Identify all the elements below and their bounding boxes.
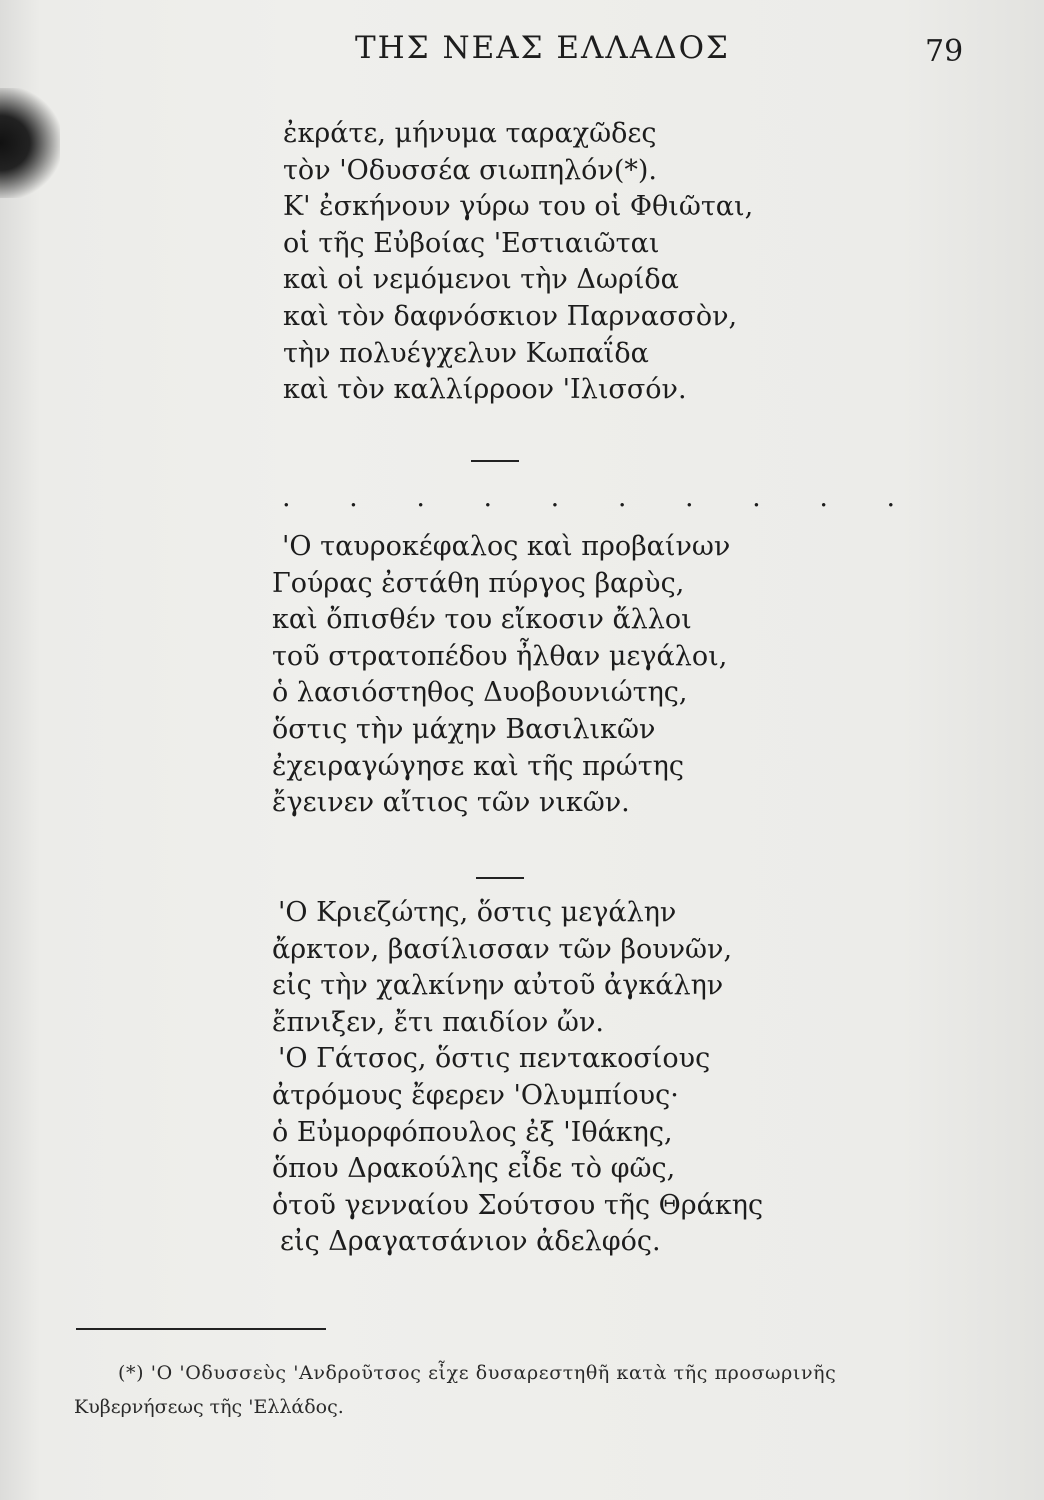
verse-line: 'Ο ταυροκέφαλος καὶ προβαίνων xyxy=(282,531,731,562)
verse-line: ὁ Εὐμορφόπουλος ἐξ 'Ιθάκης, xyxy=(272,1116,673,1148)
ellipsis-dots: . . . . . . . . . . xyxy=(282,482,921,513)
stanza-1 xyxy=(283,116,753,409)
footnote xyxy=(74,1356,836,1424)
section-divider xyxy=(471,460,519,462)
section-divider xyxy=(476,877,524,879)
page-number: 79 xyxy=(925,34,964,69)
verse-line: ἐχειραγώγησε καὶ τῆς πρώτης xyxy=(272,750,684,782)
footnote-line: (*) 'Ο 'Οδυσσεὺς 'Ανδροῦτσος εἶχε δυσαρεστηθῆ κατὰ τῆς προσωρινῆς xyxy=(118,1362,837,1384)
footnote-line: Κυβερνήσεως τῆς 'Ελλάδος. xyxy=(74,1396,344,1418)
verse-line: Γούρας ἐστάθη πύργος βαρὺς, xyxy=(272,567,685,599)
verse-line: καὶ τὸν καλλίρροον 'Ιλισσόν. xyxy=(283,374,687,406)
verse-line: 'Ο Κριεζώτης, ὅστις μεγάλην xyxy=(278,897,677,928)
verse-line: ἄρκτον, βασίλισσαν τῶν βουνῶν, xyxy=(272,933,733,965)
stanza-2 xyxy=(272,529,730,822)
verse-line: εἰς τὴν χαλκίνην αὐτοῦ ἀγκάλην xyxy=(272,970,724,1002)
verse-line: Κ' ἐσκήνουν γύρω του οἱ Φθιῶται, xyxy=(283,191,754,223)
verse-line: τὴν πολυέγχελυν Κωπαΐδα xyxy=(283,337,649,369)
verse-line: τοῦ στρατοπέδου ἦλθαν μεγάλοι, xyxy=(272,640,728,672)
verse-line: 'Ο Γάτσος, ὅστις πεντακοσίους xyxy=(278,1043,711,1075)
footnote-rule xyxy=(76,1328,326,1330)
verse-line: ἔπνιξεν, ἔτι παιδίον ὤν. xyxy=(272,1006,604,1038)
verse-line: ὁ λασιόστηθος Δυοβουνιώτης, xyxy=(272,677,688,709)
verse-line: καὶ ὄπισθέν του εἴκοσιν ἄλλοι xyxy=(272,604,692,636)
verse-line: ὁτοῦ γενναίου Σούτσου τῆς Θράκης xyxy=(272,1189,764,1221)
verse-line: τὸν 'Οδυσσέα σιωπηλόν(*). xyxy=(283,154,657,186)
verse-line: ὅπου Δρακούλης εἶδε τὸ φῶς, xyxy=(272,1153,676,1185)
binding-shadow xyxy=(0,88,60,198)
running-title: ΤΗΣ ΝΕΑΣ ΕΛΛΑΔΟΣ xyxy=(355,30,730,66)
verse-line: ἔγεινεν αἴτιος τῶν νικῶν. xyxy=(272,787,630,819)
verse-line: οἱ τῆς Εὐβοίας 'Εστιαιῶται xyxy=(283,227,660,259)
verse-line: εἰς Δραγατσάνιον ἀδελφός. xyxy=(280,1226,661,1258)
verse-line: ἐκράτε, μήνυμα ταραχῶδες xyxy=(283,118,657,149)
stanza-3 xyxy=(272,895,763,1261)
verse-line: ἀτρόμους ἔφερεν 'Ολυμπίους· xyxy=(272,1079,679,1111)
verse-line: καὶ τὸν δαφνόσκιον Παρνασσὸν, xyxy=(283,300,738,332)
verse-line: καὶ οἱ νεμόμενοι τὴν Δωρίδα xyxy=(283,264,679,296)
verse-line: ὅστις τὴν μάχην Βασιλικῶν xyxy=(272,713,656,745)
